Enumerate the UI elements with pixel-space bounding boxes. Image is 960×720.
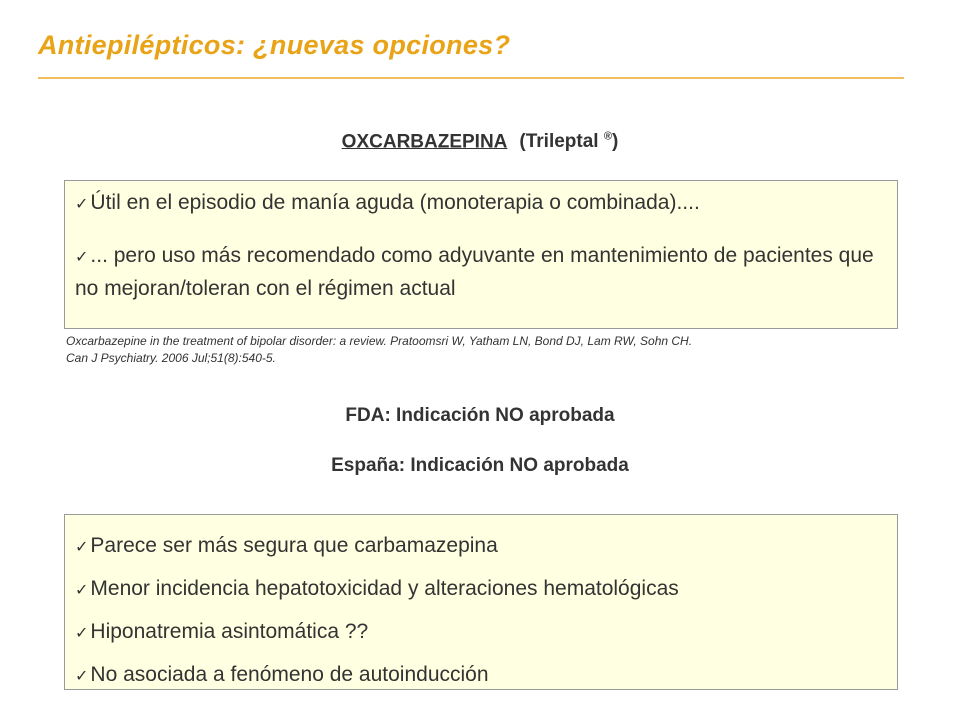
indication-item-mania <box>75 187 889 220</box>
checkmark-icon: ✓ <box>75 196 89 213</box>
checkmark-icon: ✓ <box>75 539 89 556</box>
indications-box <box>64 180 898 329</box>
citation-line-2: Can J Psychiatry. 2006 Jul;51(8):540-5. <box>66 351 276 365</box>
property-text: Menor incidencia hepatotoxicidad y alteraciones hematológicas <box>90 577 679 600</box>
spain-status: España: Indicación NO aprobada <box>331 455 629 476</box>
indication-item-maintenance <box>75 240 889 304</box>
property-text: Parece ser más segura que carbamazepina <box>90 534 498 557</box>
indication-text: ... pero uso más recomendado como adyuvante en mantenimiento de pacientes que no mejoran/toleran con el régimen actual <box>75 244 874 300</box>
property-text: Hiponatremia asintomática ?? <box>90 620 369 643</box>
indication-text: Útil en el episodio de manía aguda (monoterapia o combinada).... <box>90 191 700 214</box>
checkmark-icon: ✓ <box>75 249 89 266</box>
drug-name: OXCARBAZEPINA <box>341 131 508 153</box>
drug-brand-open: (Trileptal <box>519 131 599 153</box>
checkmark-icon: ✓ <box>75 668 89 685</box>
citation-line-1: Oxcarbazepine in the treatment of bipolar disorder: a review. Pratoomsri W, Yatham LN, Bond DJ, Lam RW, Sohn CH. <box>66 334 693 348</box>
registered-mark: ® <box>603 131 612 143</box>
fda-status: FDA: Indicación NO aprobada <box>345 405 615 426</box>
drug-brand-close: ) <box>611 131 619 153</box>
property-item <box>75 654 889 697</box>
checkmark-icon: ✓ <box>75 625 89 642</box>
drug-heading <box>0 131 960 153</box>
slide-title: Antiepilépticos: ¿nuevas opciones? <box>38 30 511 60</box>
property-item <box>75 611 889 654</box>
drug-brand <box>519 131 618 152</box>
property-text: No asociada a fenómeno de autoinducción <box>90 663 489 686</box>
title-divider <box>38 77 904 79</box>
property-item <box>75 525 889 568</box>
checkmark-icon: ✓ <box>75 582 89 599</box>
properties-box <box>64 514 898 690</box>
citation <box>66 333 926 367</box>
property-item <box>75 568 889 611</box>
